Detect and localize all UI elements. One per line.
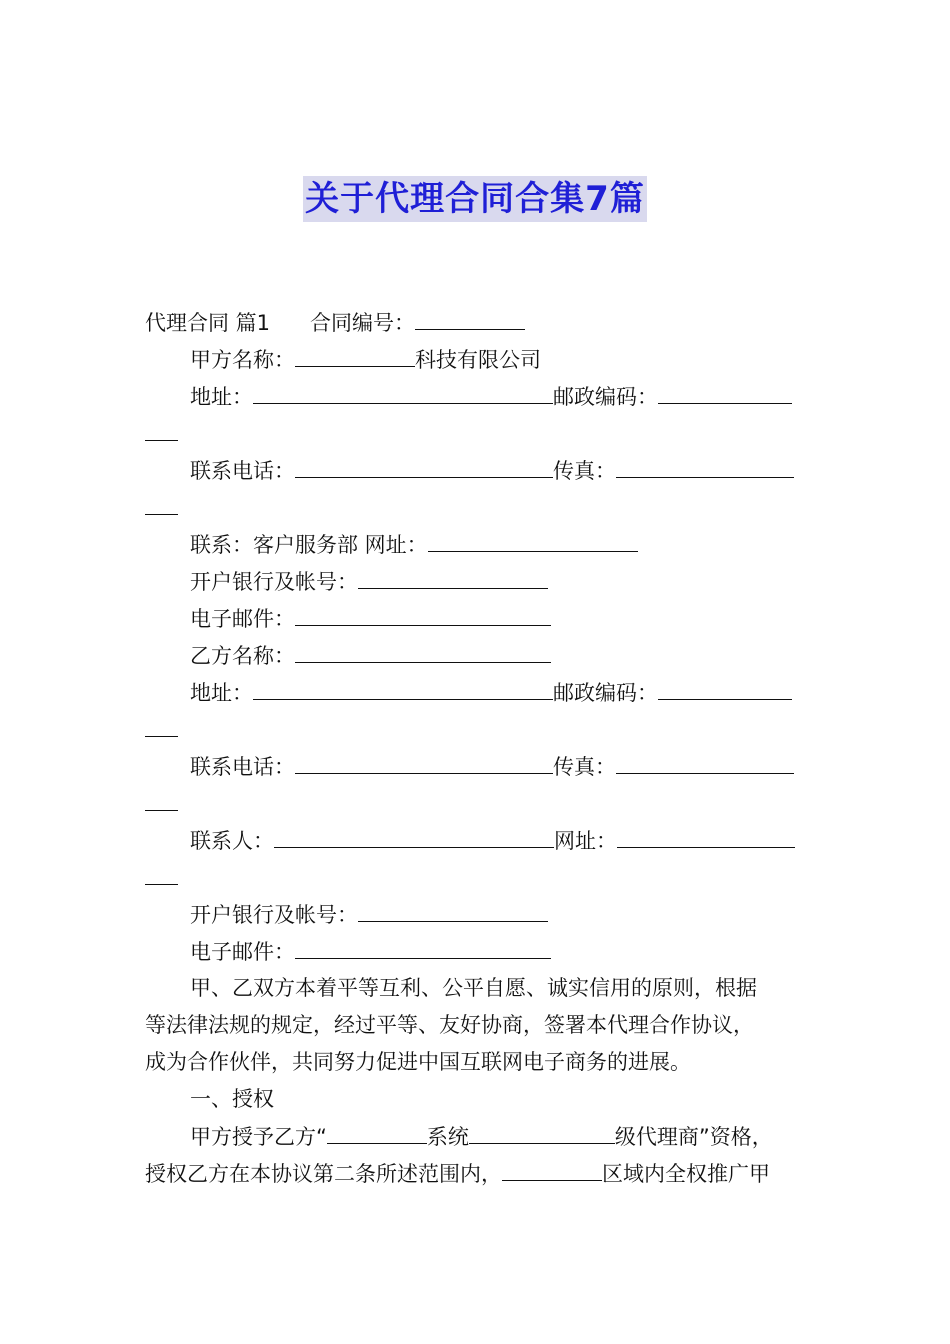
party-a-phone-blank[interactable]	[295, 455, 553, 478]
contract-no-label: 合同编号：	[310, 311, 416, 335]
party-b-address-label: 地址：	[190, 681, 253, 705]
party-b-website-blank[interactable]	[617, 825, 795, 848]
wrap-blank[interactable]	[145, 714, 178, 737]
party-b-address-line	[190, 677, 792, 708]
contract-heading-line	[145, 307, 525, 338]
party-a-phone-line	[190, 455, 794, 486]
party-b-phone-line	[190, 751, 794, 782]
wrap-blank-3	[145, 714, 178, 745]
party-b-bank-line	[190, 899, 548, 930]
p2-text-b: 系统	[426, 1125, 469, 1149]
party-b-postcode-blank[interactable]	[658, 677, 792, 700]
party-a-postcode-label: 邮政编码：	[553, 385, 658, 409]
section-heading: 代理合同 篇1	[145, 311, 271, 335]
party-a-website-blank[interactable]	[428, 529, 638, 552]
p3-text-b: 区域内全权推广甲	[602, 1162, 770, 1186]
party-b-contact-line	[190, 825, 795, 856]
party-a-postcode-blank[interactable]	[658, 381, 792, 404]
party-a-email-label: 电子邮件：	[190, 607, 295, 631]
party-a-name-label: 甲方名称：	[190, 348, 295, 372]
contract-no-blank[interactable]	[415, 307, 525, 330]
party-a-contact-label: 联系：客户服务部 网址：	[190, 533, 428, 557]
wrap-blank-5	[145, 862, 178, 893]
party-a-bank-blank[interactable]	[358, 566, 548, 589]
party-b-email-blank[interactable]	[295, 936, 551, 959]
party-a-fax-blank[interactable]	[616, 455, 794, 478]
party-b-bank-blank[interactable]	[358, 899, 548, 922]
wrap-blank[interactable]	[145, 788, 178, 811]
party-a-phone-label: 联系电话：	[190, 459, 295, 483]
party-a-email-line	[190, 603, 551, 634]
paragraph-2-line-1	[190, 1121, 773, 1152]
paragraph-1-line-1: 甲、乙双方本着平等互利、公平自愿、诚实信用的原则，根据	[190, 976, 757, 1000]
party-a-name-blank[interactable]	[295, 344, 415, 367]
party-b-name-blank[interactable]	[295, 640, 551, 663]
p2-text-a: 甲方授予乙方“	[190, 1125, 327, 1149]
party-b-contact-label: 联系人：	[190, 829, 274, 853]
region-blank[interactable]	[502, 1158, 602, 1181]
wrap-blank-2	[145, 492, 178, 523]
party-a-fax-label: 传真：	[553, 459, 616, 483]
party-a-address-blank[interactable]	[253, 381, 553, 404]
party-b-address-blank[interactable]	[253, 677, 553, 700]
party-a-address-label: 地址：	[190, 385, 253, 409]
party-a-name-line	[190, 344, 541, 375]
wrap-blank[interactable]	[145, 862, 178, 885]
p2-text-c: 级代理商”资格，	[614, 1125, 773, 1149]
party-b-phone-label: 联系电话：	[190, 755, 295, 779]
level-blank[interactable]	[469, 1121, 615, 1144]
party-a-name-suffix: 科技有限公司	[415, 348, 541, 372]
wrap-blank-4	[145, 788, 178, 819]
party-b-fax-blank[interactable]	[616, 751, 794, 774]
party-b-postcode-label: 邮政编码：	[553, 681, 658, 705]
wrap-blank-1	[145, 418, 178, 449]
party-b-name-line	[190, 640, 551, 671]
document-title: 关于代理合同合集7篇	[303, 176, 647, 222]
party-b-contact-blank[interactable]	[274, 825, 554, 848]
paragraph-2-line-2	[145, 1158, 770, 1189]
party-a-address-line	[190, 381, 792, 412]
p3-text-a: 授权乙方在本协议第二条所述范围内，	[145, 1162, 502, 1186]
party-b-name-label: 乙方名称：	[190, 644, 295, 668]
party-b-fax-label: 传真：	[553, 755, 616, 779]
section-1-heading: 一、授权	[190, 1087, 274, 1111]
title-container	[0, 176, 950, 222]
party-a-email-blank[interactable]	[295, 603, 551, 626]
party-b-email-label: 电子邮件：	[190, 940, 295, 964]
party-b-bank-label: 开户银行及帐号：	[190, 903, 358, 927]
party-b-phone-blank[interactable]	[295, 751, 553, 774]
system-blank[interactable]	[327, 1121, 427, 1144]
party-b-website-label: 网址：	[554, 829, 617, 853]
wrap-blank[interactable]	[145, 418, 178, 441]
party-a-bank-label: 开户银行及帐号：	[190, 570, 358, 594]
party-a-bank-line	[190, 566, 548, 597]
wrap-blank[interactable]	[145, 492, 178, 515]
paragraph-1-line-2: 等法律法规的规定，经过平等、友好协商，签署本代理合作协议，	[145, 1013, 754, 1037]
party-b-email-line	[190, 936, 551, 967]
party-a-contact-line	[190, 529, 638, 560]
paragraph-1-line-3: 成为合作伙伴，共同努力促进中国互联网电子商务的进展。	[145, 1050, 691, 1074]
